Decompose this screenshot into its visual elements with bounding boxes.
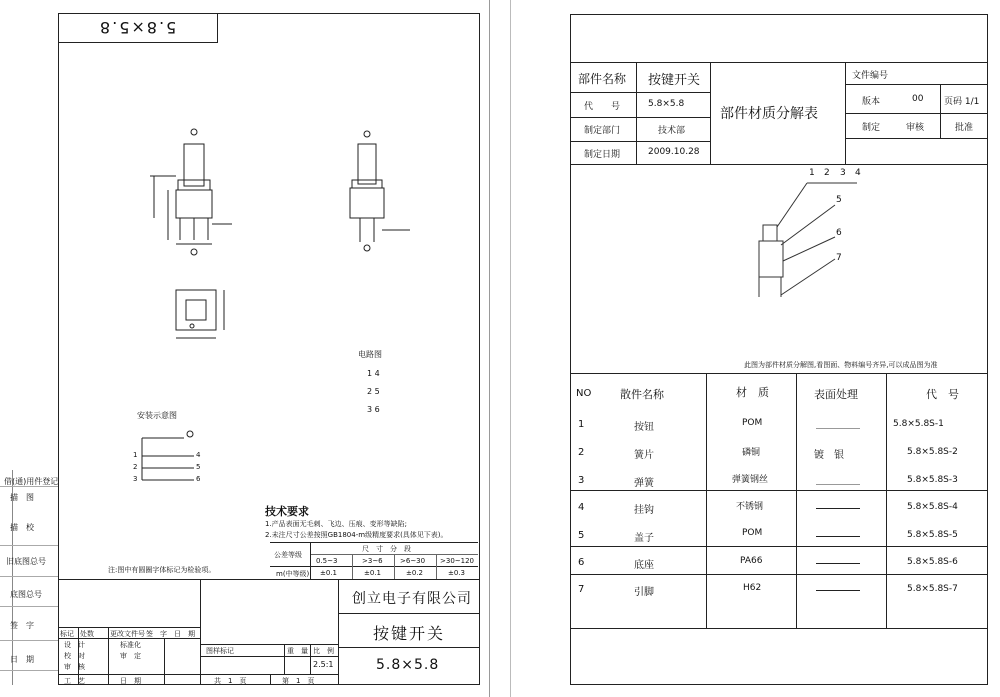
sign-row-label: 设 计 — [64, 641, 85, 649]
row-name: 簧片 — [634, 450, 654, 461]
top-view — [176, 290, 224, 338]
scale-label: 比 例 — [313, 647, 334, 655]
tolerance-value: ±0.2 — [406, 569, 423, 577]
side-label: 日 期 — [10, 655, 34, 664]
tolerance-header: 公差等级 — [274, 551, 302, 559]
row-no: 7 — [578, 584, 585, 595]
row-no: 2 — [578, 447, 585, 458]
row-code: 5.8×5.8S-6 — [907, 557, 958, 567]
tolerance-header: 尺 寸 分 段 — [362, 545, 411, 553]
row-no: 5 — [578, 530, 585, 541]
sign-right-label: 审 定 — [120, 652, 141, 660]
tolerance-range: >30~120 — [440, 557, 474, 565]
row-name: 引脚 — [634, 587, 654, 598]
install-diagram — [134, 428, 224, 488]
balloon-label: 7 — [836, 253, 842, 263]
install-pin: 3 — [133, 475, 138, 483]
surface-blank — [816, 563, 860, 564]
sign-row-label: 审 核 — [64, 663, 85, 671]
exploded-part-diagram — [745, 165, 875, 315]
column-header: 代 号 — [926, 388, 959, 401]
row-name: 按钮 — [634, 422, 654, 433]
revision-header: 签 字 — [146, 630, 167, 638]
tolerance-range: 0.5~3 — [316, 557, 338, 565]
row-material: 弹簧钢丝 — [732, 475, 769, 485]
surface-blank — [816, 536, 860, 537]
row-material: 不锈钢 — [736, 502, 764, 512]
side-view — [350, 131, 410, 251]
version-value: 00 — [912, 94, 924, 104]
side-label: 旧底图总号 — [6, 557, 46, 566]
code-value: 5.8×5.8 — [648, 99, 685, 109]
balloon-label: 5 — [836, 195, 842, 205]
row-name: 挂钩 — [634, 505, 654, 516]
row-name: 底座 — [634, 560, 654, 571]
sign-row-label: 校 对 — [64, 652, 85, 660]
row-code: 5.8×5.8S-3 — [907, 475, 958, 485]
side-label: 描 校 — [10, 523, 34, 532]
review-label: 审核 — [906, 123, 925, 133]
company-name: 创立电子有限公司 — [352, 591, 472, 607]
install-pin: 5 — [196, 463, 201, 471]
sign-right-label: 标准化 — [120, 641, 141, 649]
make-label: 制定 — [862, 123, 881, 133]
sheets-total: 共 1 页 — [214, 677, 247, 685]
side-label: 底图总号 — [10, 590, 42, 599]
row-material: POM — [742, 528, 763, 538]
side-label: 描 图 — [10, 493, 34, 502]
circuit-pin-pair: 1 4 — [367, 369, 380, 378]
tech-requirements-title: 技术要求 — [265, 505, 309, 518]
row-no: 4 — [578, 502, 585, 513]
code-label: 代 号 — [584, 102, 621, 112]
sign-right-label: 日 期 — [120, 677, 141, 685]
row-material: PA66 — [740, 556, 763, 566]
side-label: 签 字 — [10, 621, 34, 630]
surface-blank — [816, 508, 860, 509]
balloon-label: 4 — [855, 168, 861, 178]
diagram-note: 此图为部件材质分解图,看图面、物料编号齐异,可以成品图为准 — [744, 361, 938, 369]
table-title: 部件材质分解表 — [720, 106, 818, 122]
balloon-label: 3 — [840, 168, 846, 178]
balloon-label: 6 — [836, 228, 842, 238]
drawing-number-box — [58, 13, 218, 43]
revision-header: 标记 — [60, 630, 74, 638]
tolerance-value: ±0.3 — [448, 569, 465, 577]
sheet-number: 第 1 页 — [282, 677, 315, 685]
weight-label: 重 量 — [287, 647, 308, 655]
product-name: 按键开关 — [373, 624, 446, 643]
revision-header: 处数 — [80, 630, 94, 638]
surface-blank — [816, 484, 860, 485]
page-label: 页码 1/1 — [944, 97, 980, 107]
drawing-number: 5.8×5.8 — [98, 18, 177, 37]
tolerance-value: ±0.1 — [364, 569, 381, 577]
part-name-label: 部件名称 — [578, 72, 627, 86]
scale-value: 2.5:1 — [313, 660, 334, 669]
front-view — [150, 129, 232, 255]
approve-label: 批准 — [955, 123, 974, 133]
row-material: H62 — [743, 583, 762, 593]
row-code: 5.8×5.8S-4 — [907, 502, 958, 512]
tolerance-range: >6~30 — [400, 557, 426, 565]
install-pin: 6 — [196, 475, 201, 483]
row-no: 6 — [578, 557, 585, 568]
sign-row-label: 工 艺 — [64, 677, 85, 685]
balloon-label: 2 — [824, 168, 830, 178]
drawing-note: 注:图中有圆圈字体标记为检验项。 — [108, 566, 216, 574]
revision-header: 更改文件号 — [110, 630, 145, 638]
tech-requirement-line: 1.产品表面无毛刺、飞边、压痕、变形等缺陷; — [265, 520, 408, 528]
circuit-pin-pair: 3 6 — [367, 405, 380, 414]
row-surface: 镀 银 — [814, 450, 844, 461]
row-name: 弹簧 — [634, 478, 654, 489]
part-name-value: 按键开关 — [648, 73, 701, 88]
column-header: NO — [576, 388, 592, 399]
row-code: 5.8×5.8S-1 — [893, 419, 944, 429]
stage-label: 图样标记 — [206, 647, 234, 655]
row-material: 磷铜 — [742, 448, 761, 458]
row-code: 5.8×5.8S-2 — [907, 447, 958, 457]
doc-no-label: 文件编号 — [852, 71, 889, 81]
circuit-pin-pair: 2 5 — [367, 387, 380, 396]
install-pin: 1 — [133, 451, 138, 459]
row-code: 5.8×5.8S-5 — [907, 530, 958, 540]
install-title: 安装示意图 — [137, 411, 177, 420]
dept-value: 技术部 — [658, 126, 686, 136]
balloon-label: 1 — [809, 168, 815, 178]
date-value: 2009.10.28 — [648, 147, 700, 157]
column-header: 材 质 — [736, 386, 769, 399]
revision-header: 日 期 — [174, 630, 195, 638]
date-label: 制定日期 — [584, 150, 621, 160]
circuit-title: 电路图 — [358, 350, 382, 359]
row-name: 盖子 — [634, 533, 654, 544]
tolerance-value: ±0.1 — [320, 569, 337, 577]
surface-blank — [816, 428, 860, 429]
install-pin: 2 — [133, 463, 138, 471]
row-no: 3 — [578, 475, 585, 486]
row-code: 5.8×5.8S-7 — [907, 584, 958, 594]
tech-requirement-line: 2.未注尺寸公差按照GB1804-m级精度要求(具体见下表)。 — [265, 531, 448, 539]
dept-label: 制定部门 — [584, 126, 621, 136]
page-separator-2 — [510, 0, 511, 697]
surface-blank — [816, 590, 860, 591]
tolerance-range: >3~6 — [362, 557, 383, 565]
product-spec: 5.8×5.8 — [376, 657, 440, 673]
version-label: 版本 — [862, 97, 881, 107]
tolerance-row-label: m(中等级) — [276, 570, 310, 578]
page-separator — [489, 0, 490, 697]
row-no: 1 — [578, 419, 585, 430]
column-header: 散件名称 — [620, 388, 664, 401]
install-pin: 4 — [196, 451, 201, 459]
side-label: 借(通)用件登记 — [4, 477, 59, 486]
row-material: POM — [742, 418, 763, 428]
column-header: 表面处理 — [814, 388, 858, 401]
